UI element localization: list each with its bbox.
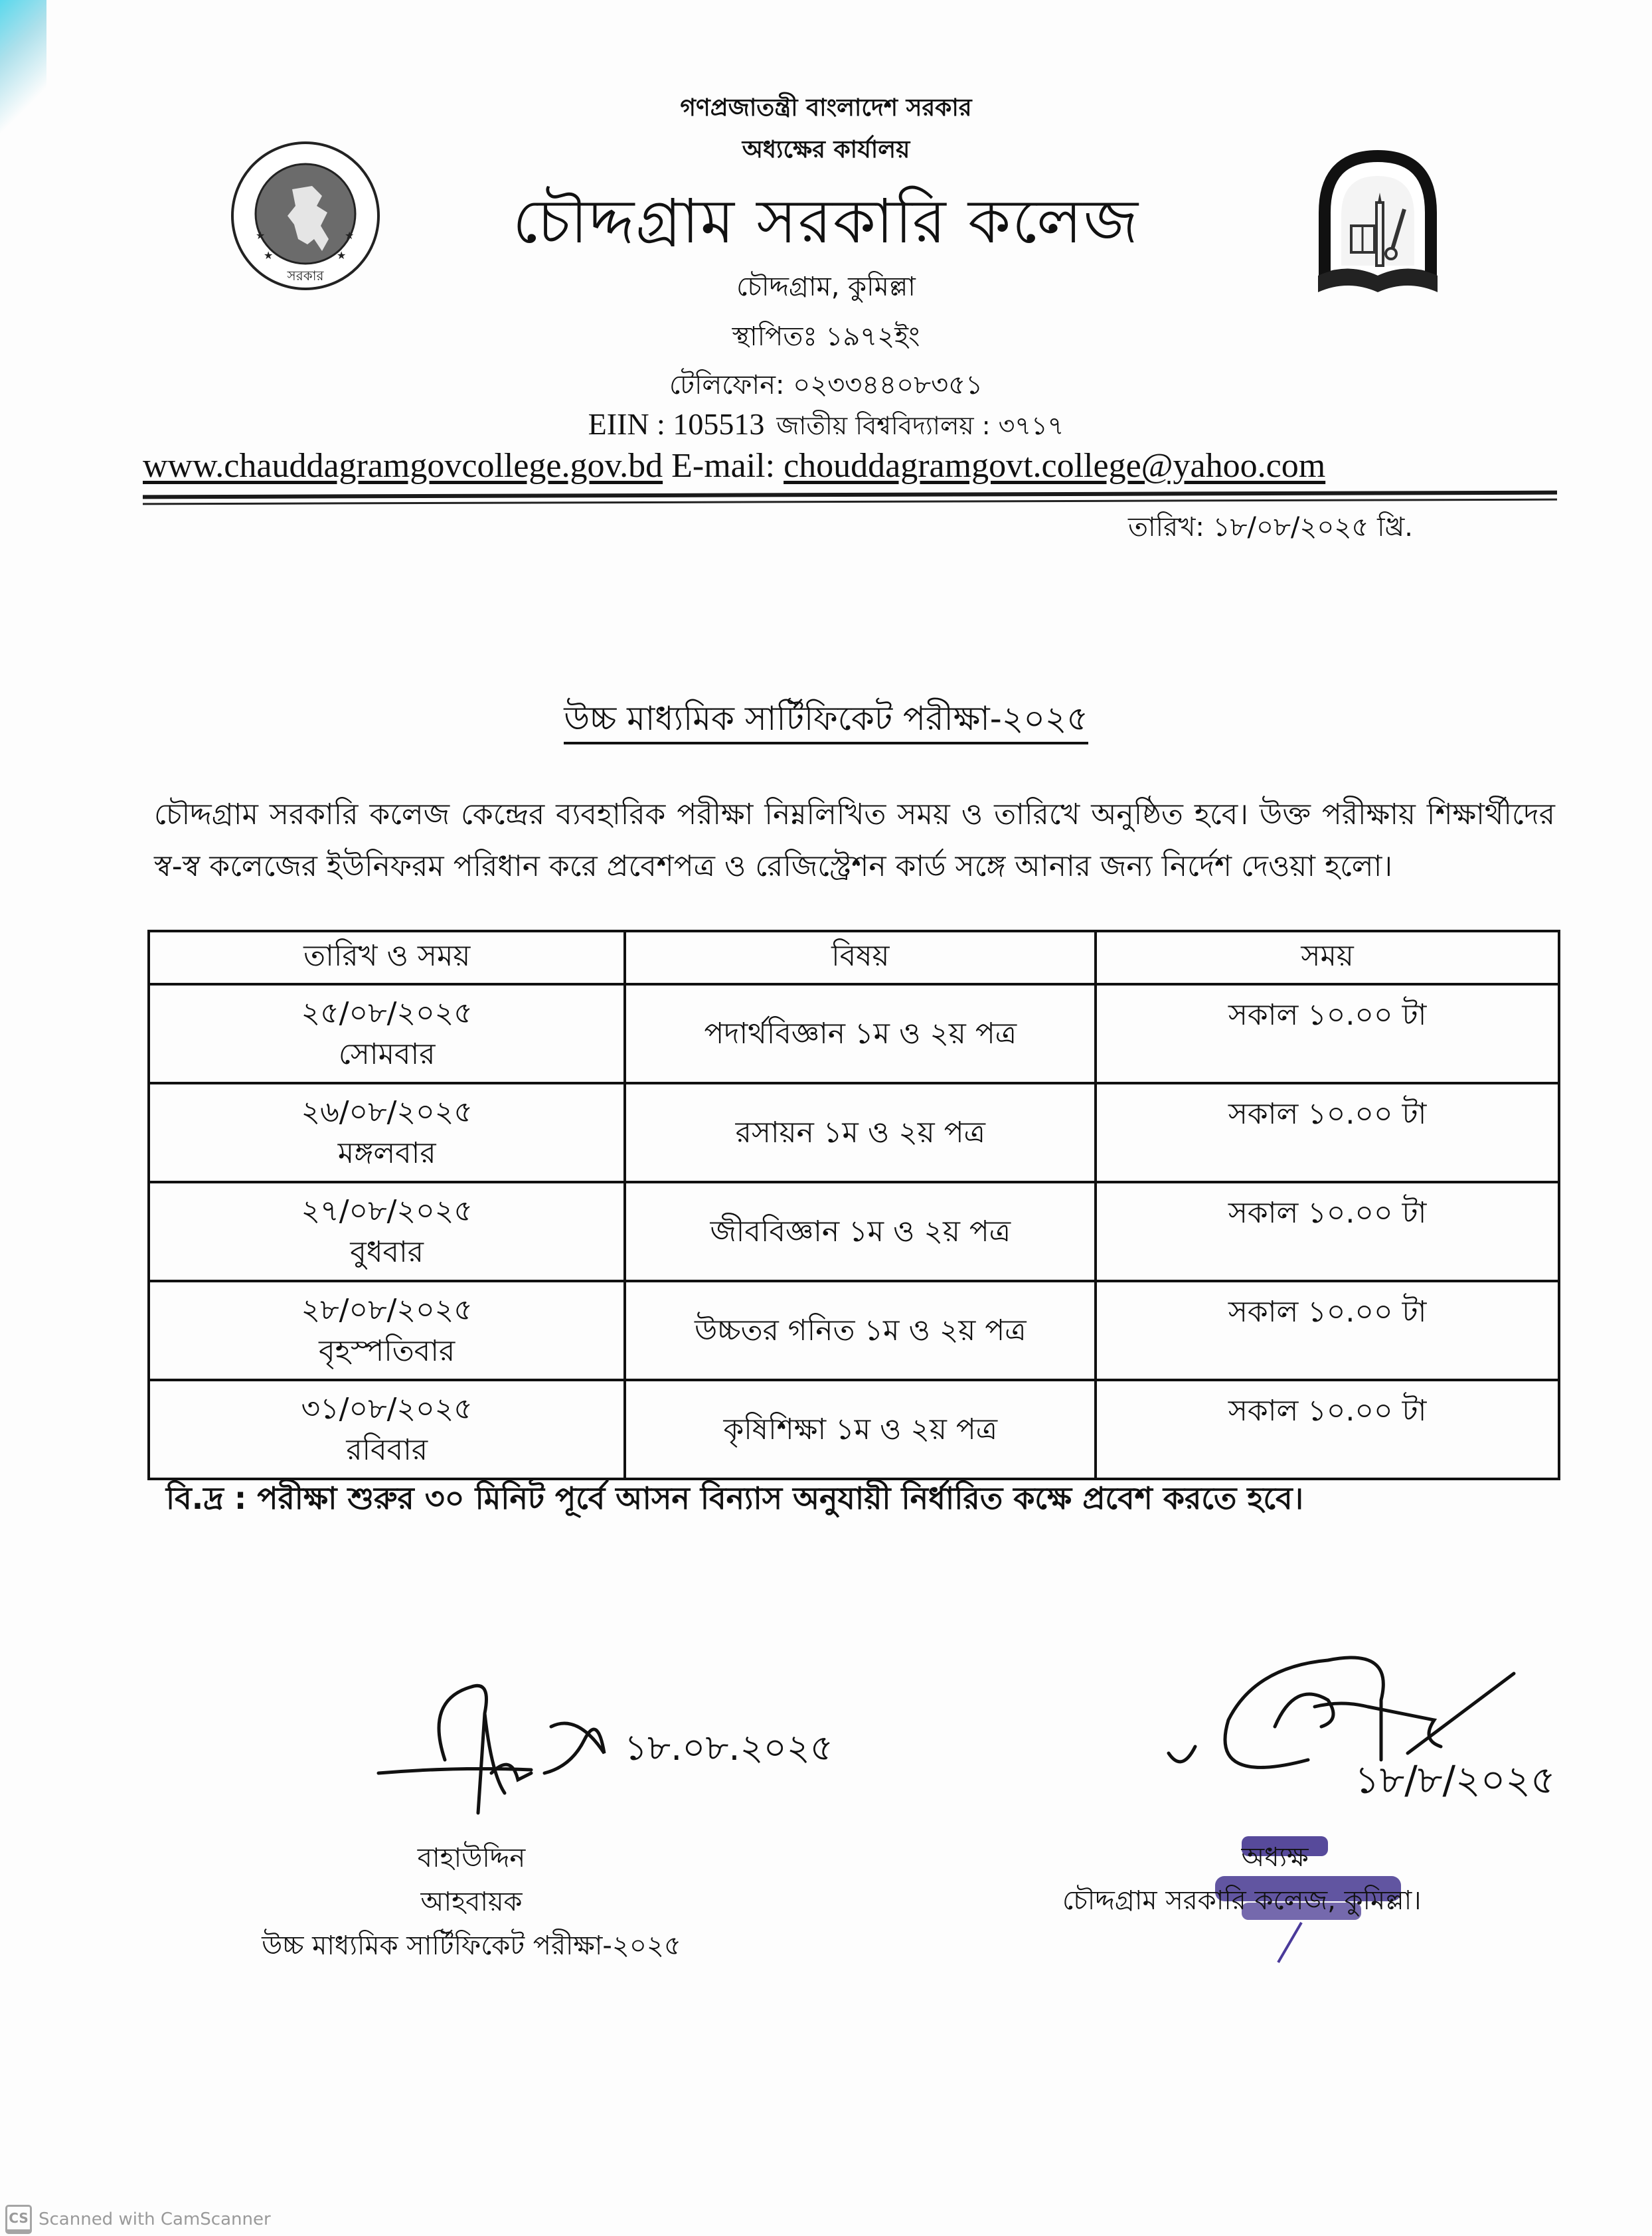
principal-institution: চৌদ্দগ্রাম সরকারি কলেজ, কুমিল্লা।: [1062, 1885, 1422, 1916]
government-line: গণপ্রজাতন্ত্রী বাংলাদেশ সরকার: [680, 94, 972, 122]
date-cell: [149, 1182, 625, 1281]
notice-note: বি.দ্র : পরীক্ষা শুরুর ৩০ মিনিট পূর্বে আসন বিন্যাস অনুযায়ী নির্ধারিত কক্ষে প্রবেশ করতে হবে।: [166, 1480, 1304, 1516]
camscanner-text: Scanned with CamScanner: [39, 2209, 271, 2229]
exam-day: বৃহস্পতিবার: [319, 1333, 455, 1368]
exam-day: মঙ্গলবার: [337, 1136, 436, 1170]
time-cell: সকাল ১০.০০ টা: [1096, 1083, 1559, 1182]
college-name: চৌদ্দগ্রাম সরকারি কলেজ: [512, 186, 1140, 257]
camscanner-watermark: [5, 2205, 271, 2234]
notice-title-text: উচ্চ মাধ্যমিক সার্টিফিকেট পরীক্ষা-২০২৫: [564, 699, 1088, 744]
convener-signature: [359, 1674, 833, 1826]
header-divider: [143, 491, 1557, 499]
date-cell: [149, 1380, 625, 1479]
table-row: [149, 1182, 1559, 1281]
table-row: [149, 984, 1559, 1083]
exam-date: ৩১/০৮/২০২৫: [301, 1391, 473, 1426]
exam-date: ২৭/০৮/২০২৫: [301, 1193, 473, 1228]
college-location: চৌদ্দগ্রাম, কুমিল্লা: [736, 272, 916, 302]
website-link[interactable]: www.chauddagramgovcollege.gov.bd: [143, 447, 663, 485]
svg-text:★: ★: [337, 249, 347, 262]
established-year: স্থাপিতঃ ১৯৭২ইং: [732, 321, 920, 352]
eiin-number: EIIN : 105513: [588, 407, 765, 441]
date-cell: [149, 1281, 625, 1380]
subject-cell: রসায়ন ১ম ও ২য় পত্র: [625, 1083, 1096, 1182]
document-date: তারিখ: ১৮/০৮/২০২৫ খ্রি.: [1128, 512, 1413, 543]
subject-cell: উচ্চতর গনিত ১ম ও ২য় পত্র: [625, 1281, 1096, 1380]
notice-title: [0, 694, 1652, 749]
svg-text:★: ★: [256, 229, 266, 242]
exam-date: ২৬/০৮/২০২৫: [301, 1094, 473, 1129]
svg-text:★: ★: [345, 229, 355, 242]
svg-text:★: ★: [264, 249, 274, 262]
exam-day: সোমবার: [338, 1037, 436, 1071]
subject-cell: কৃষিশিক্ষা ১ম ও ২য় পত্র: [625, 1380, 1096, 1479]
table-header-row: [149, 931, 1559, 984]
time-cell: সকাল ১০.০০ টা: [1096, 984, 1559, 1083]
seal-bottom-text: সরকার: [287, 268, 324, 284]
exam-day: বুধবার: [350, 1235, 424, 1269]
office-line: অধ্যক্ষের কার্যালয়: [742, 136, 910, 163]
table-row: [149, 1281, 1559, 1380]
contact-line: [143, 446, 1550, 485]
time-cell: সকাল ১০.০০ টা: [1096, 1182, 1559, 1281]
exam-date: ২৮/০৮/২০২৫: [301, 1292, 473, 1327]
date-cell: [149, 984, 625, 1083]
exam-day: রবিবার: [346, 1432, 428, 1467]
exam-schedule-table: [147, 930, 1560, 1480]
header-time: সময়: [1096, 931, 1559, 984]
subject-cell: জীববিজ্ঞান ১ম ও ২য় পত্র: [625, 1182, 1096, 1281]
convener-exam: উচ্চ মাধ্যমিক সার্টিফিকেট পরীক্ষা-২০২৫: [262, 1931, 681, 1961]
national-university-code: জাতীয় বিশ্ববিদ্যালয় : ৩৭১৭: [776, 411, 1064, 440]
header-date-time: তারিখ ও সময়: [149, 931, 625, 984]
convener-name: বাহাউদ্দিন: [417, 1843, 526, 1873]
telephone: টেলিফোন: ০২৩৩৪৪০৮৩৫১: [669, 370, 983, 400]
email-label: E-mail:: [671, 447, 776, 485]
email-link[interactable]: chouddagramgovt.college@yahoo.com: [784, 447, 1326, 485]
header-subject: বিষয়: [625, 931, 1096, 984]
convener-block: [199, 1836, 744, 1968]
principal-designation: অধ্যক্ষ: [1241, 1842, 1309, 1873]
principal-signature-date: ১৮/৮/২০২৫: [1355, 1757, 1556, 1802]
notice-intro: চৌদ্দগ্রাম সরকারি কলেজ কেন্দ্রের ব্যবহারিক পরীক্ষা নিম্নলিখিত সময় ও তারিখে অনুষ্ঠিত হবে। উক্ত পরীক্ষায় শিক্ষার্থীদের স্ব-স্ব কলেজের ইউনিফরম পরিধান করে প্রবেশপত্র ও রেজিস্ট্রেশন কার্ড সঙ্গে আনার জন্য নির্দেশ দেওয়া হলো।: [154, 798, 1555, 883]
camscanner-logo-icon: CS: [5, 2205, 32, 2234]
time-cell: সকাল ১০.০০ টা: [1096, 1281, 1559, 1380]
exam-date: ২৫/০৮/২০২৫: [301, 995, 473, 1030]
table-row: [149, 1380, 1559, 1479]
table-row: [149, 1083, 1559, 1182]
header-divider-thin: [143, 499, 1557, 505]
principal-signature: [1142, 1614, 1647, 1806]
date-cell: [149, 1083, 625, 1182]
convener-signature-date: ১৮.০৮.২০২৫: [624, 1727, 833, 1768]
time-cell: সকাল ১০.০০ টা: [1096, 1380, 1559, 1479]
subject-cell: পদার্থবিজ্ঞান ১ম ও ২য় পত্র: [625, 984, 1096, 1083]
convener-designation: আহবায়ক: [420, 1887, 523, 1917]
institution-codes: [0, 406, 1652, 449]
